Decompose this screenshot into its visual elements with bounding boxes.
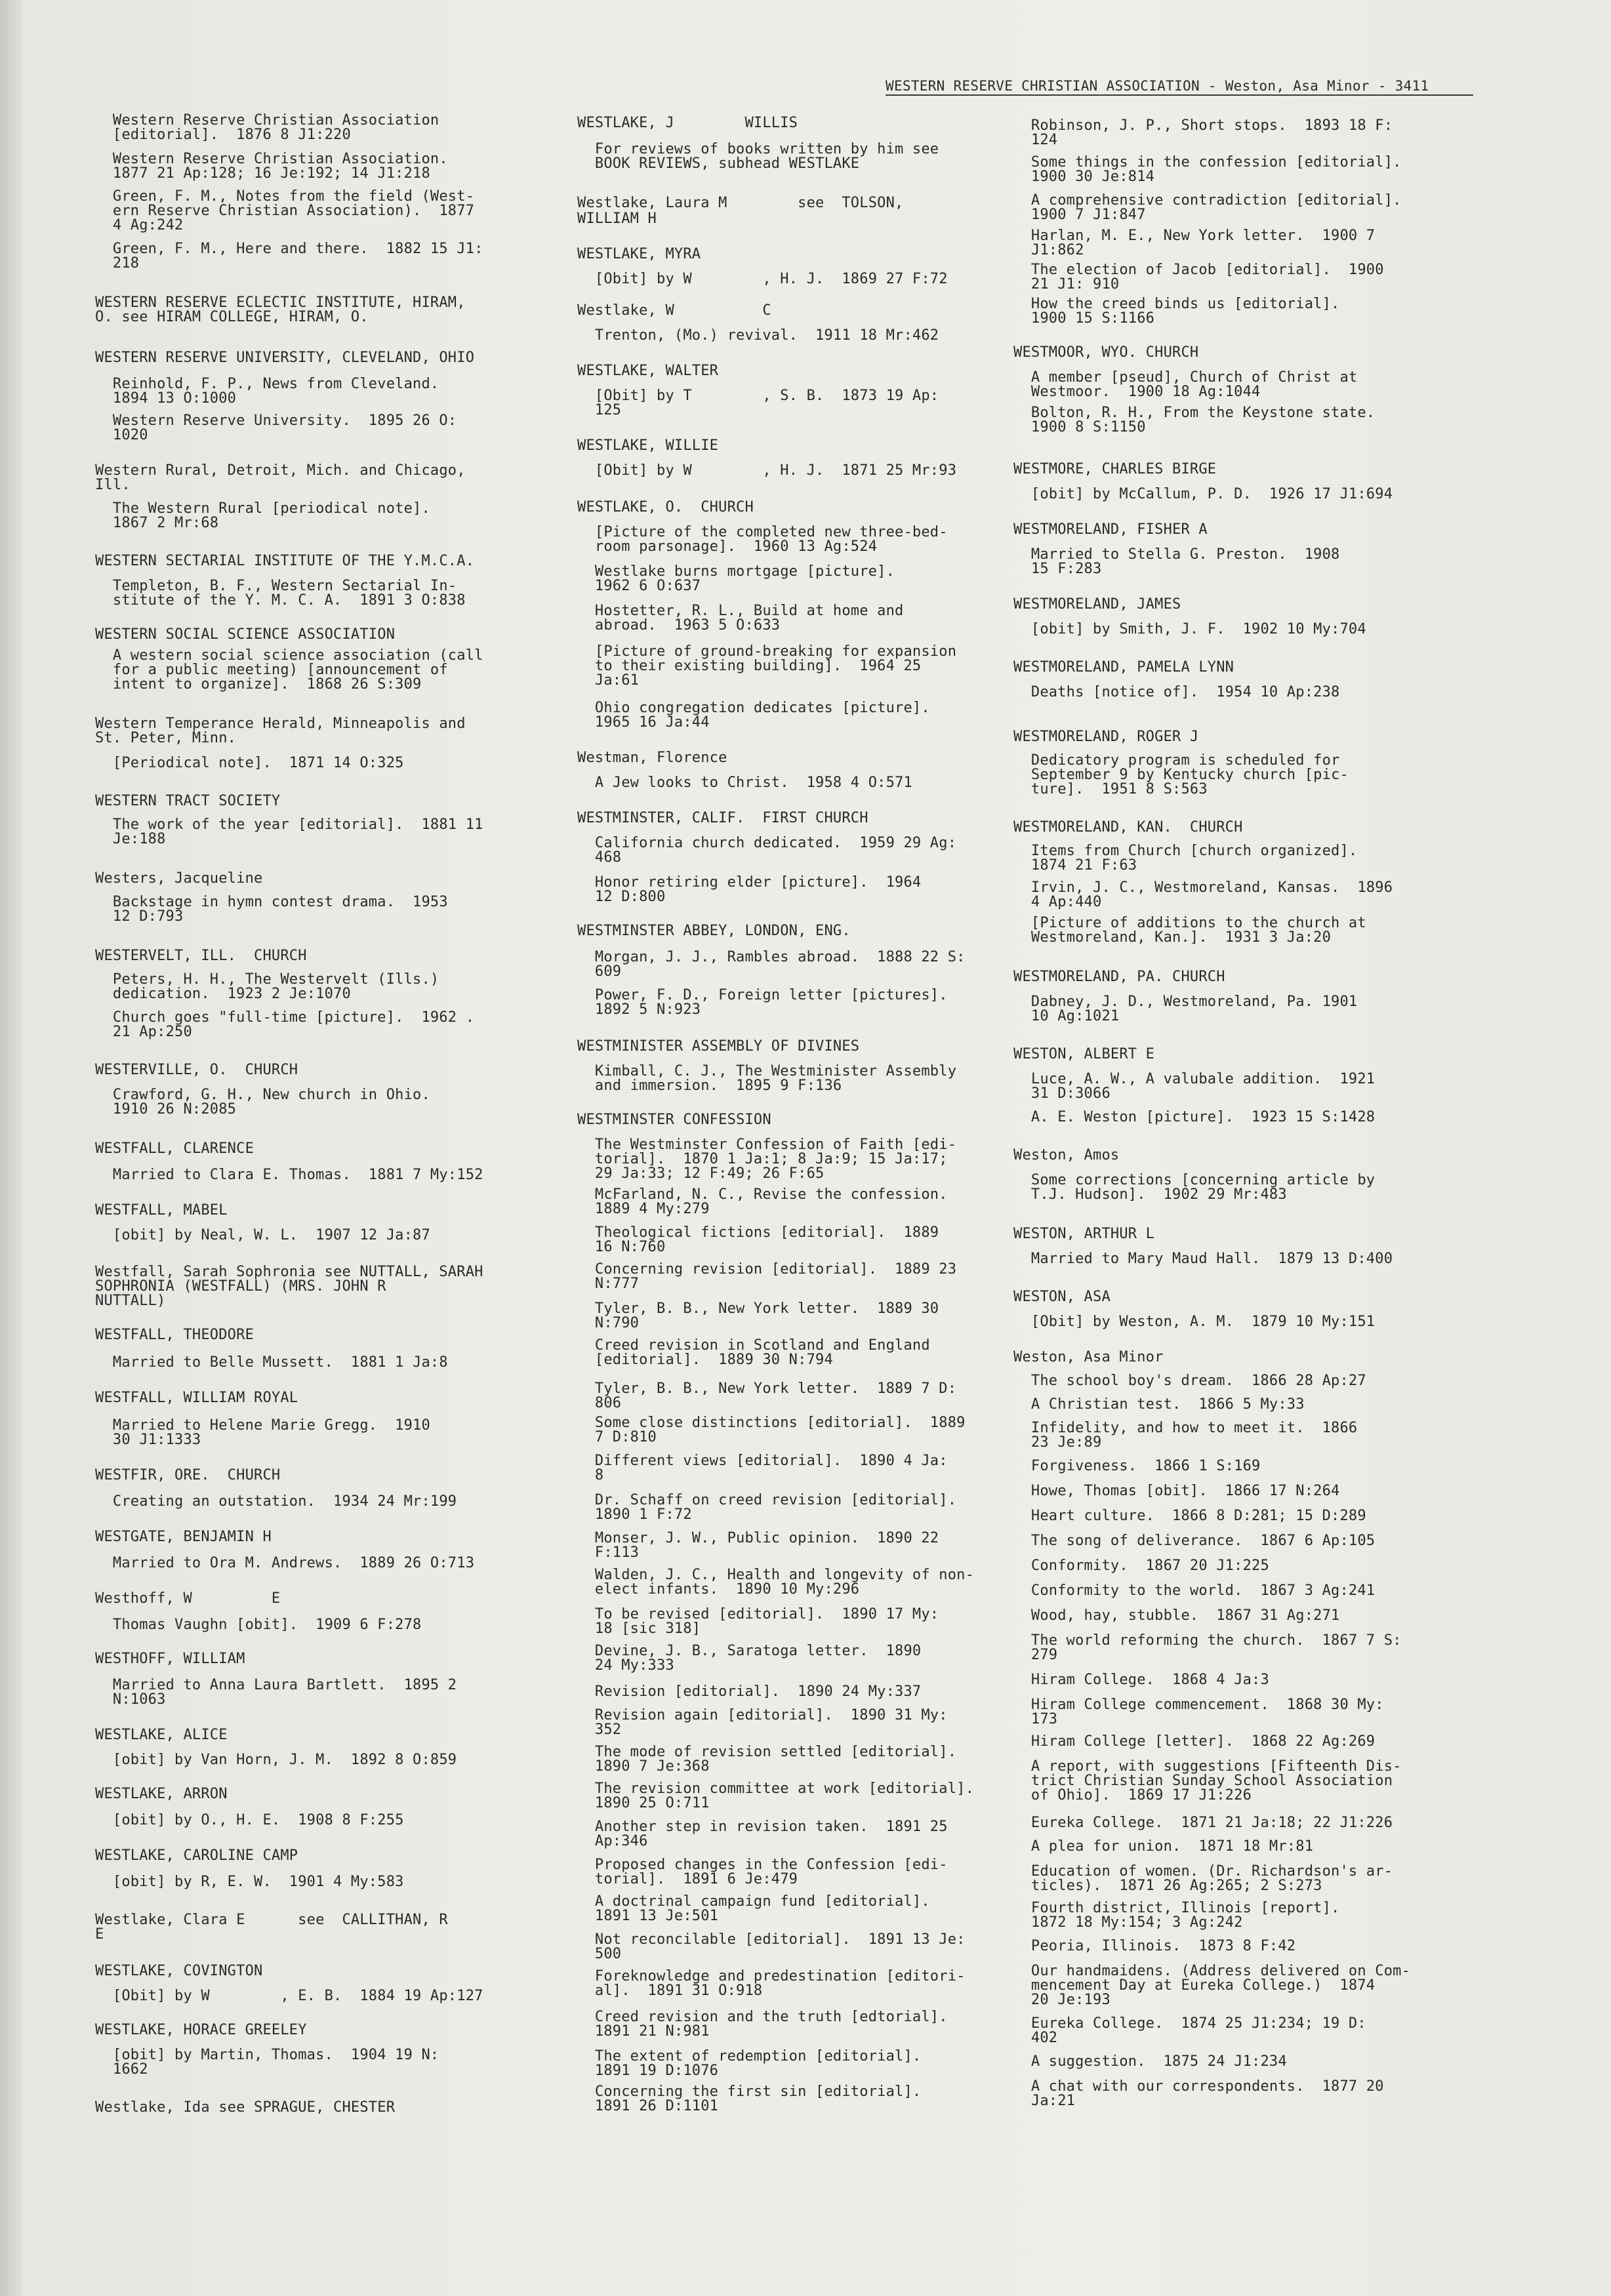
index-line: The Western Rural [periodical note]. [95,500,430,517]
index-line: [Obit] by W , H. J. 1869 27 F:72 [577,271,948,287]
index-line: 1962 6 O:637 [577,578,701,594]
index-line: abroad. 1963 5 O:633 [577,617,781,634]
index-line: 1900 8 S:1150 [1013,419,1146,435]
index-line: Some things in the confession [editorial]. [1013,154,1402,171]
index-line: September 9 by Kentucky church [pic- [1013,767,1349,783]
index-line: WESTGATE, BENJAMIN H [95,1529,272,1545]
index-line: Dedicatory program is scheduled for [1013,752,1340,769]
index-line: WESTON, ALBERT E [1013,1046,1155,1062]
index-line: A western social science association (call [95,647,483,664]
index-line: WESTMORELAND, FISHER A [1013,521,1208,538]
index-line: [obit] by R, E. W. 1901 4 My:583 [95,1874,404,1890]
index-line: The work of the year [editorial]. 1881 11 [95,816,483,833]
index-line: Je:188 [95,831,166,847]
index-line: Dabney, J. D., Westmoreland, Pa. 1901 [1013,994,1358,1010]
index-line: E [95,1926,104,1943]
index-line: 500 [577,1946,622,1962]
index-line: 1965 16 Ja:44 [577,714,710,731]
index-line: [Obit] by W , H. J. 1871 25 Mr:93 [577,462,957,479]
index-line: WESTMORE, CHARLES BIRGE [1013,461,1217,477]
index-line: Hostetter, R. L., Build at home and [577,603,904,619]
index-line: Our handmaidens. (Address delivered on Com- [1013,1963,1411,1979]
index-line: Green, F. M., Here and there. 1882 15 J1: [95,241,483,257]
index-line: [editorial]. 1889 30 N:794 [577,1352,833,1368]
index-line: 125 [577,402,622,418]
index-line: WESTMINSTER ABBEY, LONDON, ENG. [577,923,851,939]
index-line: 1894 13 O:1000 [95,390,237,407]
index-line: The mode of revision settled [editorial]. [577,1744,957,1760]
index-line: and immersion. 1895 9 F:136 [577,1078,842,1094]
index-line: 1877 21 Ap:128; 16 Je:192; 14 J1:218 [95,165,430,182]
index-line: room parsonage]. 1960 13 Ag:524 [577,538,878,555]
index-line: Templeton, B. F., Western Sectarial In- [95,578,457,594]
index-line: 1900 30 Je:814 [1013,169,1155,185]
index-line: WESTERN RESERVE UNIVERSITY, CLEVELAND, OHIO [95,350,475,366]
index-line: 20 Je:193 [1013,1992,1111,2008]
index-line: Westmoor. 1900 18 Ag:1044 [1013,384,1261,400]
index-line: Not reconcilable [editorial]. 1891 13 Je: [577,1931,966,1948]
index-line: WESTERN SOCIAL SCIENCE ASSOCIATION [95,626,396,643]
index-line: Deaths [notice of]. 1954 10 Ap:238 [1013,684,1340,700]
index-line: WESTMORELAND, PAMELA LYNN [1013,659,1234,675]
index-line: WESTMORELAND, PA. CHURCH [1013,969,1225,985]
index-line: Trenton, (Mo.) revival. 1911 18 Mr:462 [577,327,939,344]
index-line: Westlake, W C [577,302,771,319]
index-line: Weston, Asa Minor [1013,1349,1164,1365]
index-line: WESTLAKE, ARRON [95,1786,228,1802]
index-line: WESTLAKE, WALTER [577,363,719,379]
index-line: stitute of the Y. M. C. A. 1891 3 O:838 [95,592,466,609]
index-line: ern Reserve Christian Association). 1877 [95,203,475,219]
index-line: Reinhold, F. P., News from Cleveland. [95,376,439,392]
index-line: intent to organize]. 1868 26 S:309 [95,676,422,693]
index-line: [Picture of the completed new three-bed- [577,524,948,540]
index-line: Western Rural, Detroit, Mich. and Chicago, [95,462,466,479]
index-line: Church goes "full-time [picture]. 1962 . [95,1009,475,1026]
index-line: mencement Day at Eureka College.) 1874 [1013,1977,1376,1994]
index-line: WESTMINSTER, CALIF. FIRST CHURCH [577,810,868,826]
index-line: WESTERN RESERVE ECLECTIC INSTITUTE, HIRAM, [95,294,466,311]
index-line: dedication. 1923 2 Je:1070 [95,986,351,1002]
index-line: 23 Je:89 [1013,1434,1102,1451]
index-line: Creed revision in Scotland and England [577,1337,930,1354]
index-line: Items from Church [church organized]. [1013,843,1358,859]
index-line: Morgan, J. J., Rambles abroad. 1888 22 S: [577,949,966,965]
index-line: [obit] by Van Horn, J. M. 1892 8 O:859 [95,1752,457,1768]
index-line: Ja:21 [1013,2093,1076,2109]
index-line: Married to Ora M. Andrews. 1889 26 O:713 [95,1555,475,1571]
index-line: Irvin, J. C., Westmoreland, Kansas. 1896 [1013,879,1393,896]
index-line: Forgiveness. 1866 1 S:169 [1013,1458,1261,1474]
index-line: WESTON, ARTHUR L [1013,1226,1155,1242]
index-line: WESTLAKE, COVINGTON [95,1963,263,1979]
index-line: Hiram College commencement. 1868 30 My: [1013,1697,1384,1713]
index-line: Hiram College [letter]. 1868 22 Ag:269 [1013,1733,1376,1750]
index-line: 1892 5 N:923 [577,1001,701,1018]
index-line: To be revised [editorial]. 1890 17 My: [577,1606,939,1622]
index-line: WESTHOFF, WILLIAM [95,1651,245,1667]
index-line: Infidelity, and how to meet it. 1866 [1013,1420,1358,1436]
index-line: Green, F. M., Notes from the field (West- [95,188,475,205]
index-line: trict Christian Sunday School Association [1013,1773,1393,1789]
index-line: [editorial]. 1876 8 J1:220 [95,127,351,143]
index-line: The Westminster Confession of Faith [edi- [577,1137,957,1153]
index-line: Peoria, Illinois. 1873 8 F:42 [1013,1938,1296,1954]
index-line: [obit] by O., H. E. 1908 8 F:255 [95,1812,404,1828]
index-line: Walden, J. C., Health and longevity of non- [577,1567,975,1583]
index-line: Tyler, B. B., New York letter. 1889 7 D: [577,1380,957,1397]
index-line: Revision again [editorial]. 1890 31 My: [577,1707,948,1723]
index-line: The world reforming the church. 1867 7 S: [1013,1632,1402,1649]
index-line: A plea for union. 1871 18 Mr:81 [1013,1838,1314,1855]
index-line: WESTFIR, ORE. CHURCH [95,1467,281,1483]
index-line: A chat with our correspondents. 1877 20 [1013,2078,1384,2095]
index-line: torial]. 1870 1 Ja:1; 8 Ja:9; 15 Ja:17; [577,1151,948,1167]
index-line: Westlake, Clara E see CALLITHAN, R [95,1912,448,1928]
index-line: Theological fictions [editorial]. 1889 [577,1224,939,1241]
index-line: A report, with suggestions [Fifteenth Dis- [1013,1758,1402,1775]
index-line: WESTMORELAND, ROGER J [1013,729,1199,745]
index-line: California church dedicated. 1959 29 Ag: [577,835,957,851]
index-line: Howe, Thomas [obit]. 1866 17 N:264 [1013,1483,1340,1499]
index-line: Fourth district, Illinois [report]. [1013,1900,1340,1916]
index-line: 352 [577,1722,622,1738]
index-line: WESTERN TRACT SOCIETY [95,793,281,809]
index-line: Tyler, B. B., New York letter. 1889 30 [577,1300,939,1317]
index-line: The extent of redemption [editorial]. [577,2048,922,2064]
index-line: Foreknowledge and predestination [editori- [577,1968,966,1984]
index-line: 1662 [95,2061,148,2078]
index-line: 31 D:3066 [1013,1085,1111,1102]
index-line: Some close distinctions [editorial]. 1889 [577,1415,966,1431]
index-line: WESTLAKE, O. CHURCH [577,499,754,515]
index-line: Married to Anna Laura Bartlett. 1895 2 [95,1677,457,1693]
index-line: 15 F:283 [1013,561,1102,577]
index-line: Kimball, C. J., The Westminister Assembly [577,1063,957,1079]
index-line: 1890 1 F:72 [577,1506,692,1523]
index-line: Ohio congregation dedicates [picture]. [577,700,930,716]
index-line: ture]. 1951 8 S:563 [1013,781,1208,797]
index-line: 30 J1:1333 [95,1432,201,1448]
index-line: to their existing building]. 1964 25 [577,658,922,674]
index-line: Thomas Vaughn [obit]. 1909 6 F:278 [95,1617,422,1633]
index-line: 1874 21 F:63 [1013,857,1137,874]
index-line: Backstage in hymn contest drama. 1953 [95,894,448,910]
index-line: WESTFALL, WILLIAM ROYAL [95,1390,298,1406]
index-line: 21 J1: 910 [1013,276,1120,292]
index-line: Ill. [95,477,131,493]
running-header: WESTERN RESERVE CHRISTIAN ASSOCIATION - Weston, Asa Minor - 3411 [886,77,1473,96]
index-line: A comprehensive contradiction [editorial]. [1013,192,1402,209]
index-line: Western Reserve University. 1895 26 O: [95,413,457,429]
index-line: 12 D:793 [95,908,184,925]
index-line: Western Reserve Christian Association. [95,151,448,167]
index-line: Honor retiring elder [picture]. 1964 [577,874,922,891]
index-line: A. E. Weston [picture]. 1923 15 S:1428 [1013,1109,1376,1125]
index-line: T.J. Hudson]. 1902 29 Mr:483 [1013,1186,1287,1203]
index-line: 1910 26 N:2085 [95,1101,237,1118]
index-line: 1889 4 My:279 [577,1201,710,1217]
index-line: Wood, hay, stubble. 1867 31 Ag:271 [1013,1607,1340,1624]
index-line: 29 Ja:33; 12 F:49; 26 F:65 [577,1165,825,1182]
index-line: A member [pseud], Church of Christ at [1013,369,1358,386]
index-line: [Obit] by W , E. B. 1884 19 Ap:127 [95,1988,483,2004]
index-line: Some corrections [concerning article by [1013,1172,1376,1188]
index-line: The election of Jacob [editorial]. 1900 [1013,262,1384,278]
index-line: ticles). 1871 26 Ag:265; 2 S:273 [1013,1878,1322,1894]
index-line: WESTLAKE, MYRA [577,246,701,262]
index-line: 18 [sic 318] [577,1621,701,1637]
index-line: [obit] by Neal, W. L. 1907 12 Ja:87 [95,1227,430,1243]
index-line: For reviews of books written by him see [577,141,939,157]
index-line: Ja:61 [577,672,640,689]
index-line: Western Temperance Herald, Minneapolis and [95,715,466,732]
index-line: Hiram College. 1868 4 Ja:3 [1013,1672,1269,1688]
index-line: WESTFALL, CLARENCE [95,1140,255,1157]
index-line: [obit] by McCallum, P. D. 1926 17 J1:694 [1013,486,1393,502]
index-line: The revision committee at work [editorial]. [577,1781,975,1797]
index-line: Bolton, R. H., From the Keystone state. [1013,405,1376,421]
index-line: WESTFALL, MABEL [95,1202,228,1218]
index-line: WESTON, ASA [1013,1289,1111,1305]
index-line: NUTTALL) [95,1293,166,1309]
index-line: WESTMINISTER ASSEMBLY OF DIVINES [577,1038,860,1055]
index-line: BOOK REVIEWS, subhead WESTLAKE [577,155,860,172]
index-line: Monser, J. W., Public opinion. 1890 22 [577,1530,939,1546]
index-line: [Obit] by Weston, A. M. 1879 10 My:151 [1013,1314,1376,1330]
index-line: Westlake burns mortgage [picture]. [577,563,895,580]
index-line: 173 [1013,1711,1058,1727]
index-line: N:1063 [95,1691,166,1708]
index-line: 24 My:333 [577,1657,674,1674]
index-line: WESTMINSTER CONFESSION [577,1112,771,1128]
index-line: Westers, Jacqueline [95,870,263,887]
index-line: WESTLAKE, CAROLINE CAMP [95,1847,298,1864]
index-line: J1:862 [1013,242,1084,258]
index-line: Creating an outstation. 1934 24 Mr:199 [95,1493,457,1510]
index-line: Eureka College. 1871 21 Ja:18; 22 J1:226 [1013,1815,1393,1831]
index-line: A suggestion. 1875 24 J1:234 [1013,2053,1287,2070]
index-line: for a public meeting) [announcement of [95,662,448,678]
index-line: 1890 25 O:711 [577,1795,710,1811]
index-line: 4 Ap:440 [1013,894,1102,910]
index-line: WESTMOOR, WYO. CHURCH [1013,344,1199,361]
index-line: St. Peter, Minn. [95,730,237,746]
index-line: 218 [95,255,140,272]
index-line: Westfall, Sarah Sophronia see NUTTALL, SARAH [95,1264,483,1280]
index-line: Western Reserve Christian Association [95,112,439,129]
index-line: McFarland, N. C., Revise the confession. [577,1186,948,1203]
index-line: Weston, Amos [1013,1147,1120,1163]
index-line: Proposed changes in the Confession [edi- [577,1857,948,1873]
index-line: Married to Mary Maud Hall. 1879 13 D:400 [1013,1251,1393,1267]
index-line: 1020 [95,427,148,443]
index-line: Different views [editorial]. 1890 4 Ja: [577,1453,948,1469]
index-line: 21 Ap:250 [95,1024,192,1040]
index-line: SOPHRONIA (WESTFALL) (MRS. JOHN R [95,1278,386,1295]
index-line: The song of deliverance. 1867 6 Ap:105 [1013,1533,1376,1549]
index-line: [Periodical note]. 1871 14 O:325 [95,755,404,771]
index-line: [Picture of additions to the church at [1013,915,1366,931]
index-line: 402 [1013,2030,1058,2046]
index-line: WESTLAKE, WILLIE [577,437,719,454]
index-line: 1891 21 N:981 [577,2023,710,2040]
index-line: WESTMORELAND, JAMES [1013,596,1181,613]
index-line: 609 [577,963,622,980]
index-line: Creed revision and the truth [edtorial]. [577,2009,948,2025]
index-line: WESTLAKE, J WILLIS [577,115,798,131]
index-line: Dr. Schaff on creed revision [editorial]. [577,1492,957,1508]
index-line: O. see HIRAM COLLEGE, HIRAM, O. [95,309,369,325]
index-line: A Jew looks to Christ. 1958 4 O:571 [577,775,912,791]
index-line: 16 N:760 [577,1239,666,1255]
index-line: Power, F. D., Foreign letter [pictures]. [577,987,948,1003]
index-line: Westlake, Laura M see TOLSON, [577,195,904,211]
index-line: 1890 7 Je:368 [577,1758,710,1775]
index-line: Crawford, G. H., New church in Ohio. [95,1087,430,1103]
index-line: 279 [1013,1647,1058,1663]
index-line: Devine, J. B., Saratoga letter. 1890 [577,1643,922,1659]
index-line: 806 [577,1395,622,1411]
index-line: How the creed binds us [editorial]. [1013,296,1340,312]
index-line: WESTLAKE, ALICE [95,1727,228,1743]
index-line: Ap:346 [577,1833,648,1849]
index-line: of Ohio]. 1869 17 J1:226 [1013,1787,1252,1803]
index-line: N:790 [577,1315,640,1331]
index-line: WESTMORELAND, KAN. CHURCH [1013,819,1243,836]
index-line: WESTFALL, THEODORE [95,1327,255,1343]
index-line: 1891 13 Je:501 [577,1908,719,1924]
index-line: N:777 [577,1276,640,1292]
index-line: Westhoff, W E [95,1590,281,1607]
index-line: The school boy's dream. 1866 28 Ap:27 [1013,1373,1366,1389]
index-line: Luce, A. W., A valubale addition. 1921 [1013,1071,1376,1087]
index-line: Married to Belle Mussett. 1881 1 Ja:8 [95,1354,448,1371]
index-line: Concerning the first sin [editorial]. [577,2084,922,2100]
index-line: WESTERVILLE, O. CHURCH [95,1062,298,1078]
index-line: Westlake, Ida see SPRAGUE, CHESTER [95,2099,396,2116]
index-line: 1891 19 D:1076 [577,2063,719,2079]
index-line: Eureka College. 1874 25 J1:234; 19 D: [1013,2015,1366,2032]
index-line: Heart culture. 1866 8 D:281; 15 D:289 [1013,1508,1366,1524]
index-line: 7 D:810 [577,1429,657,1445]
index-line: Peters, H. H., The Westervelt (Ills.) [95,971,439,988]
index-line: Concerning revision [editorial]. 1889 23 [577,1261,957,1278]
index-line: 124 [1013,132,1058,148]
index-line: [obit] by Smith, J. F. 1902 10 My:704 [1013,621,1366,637]
index-line: 10 Ag:1021 [1013,1008,1120,1024]
index-line: Another step in revision taken. 1891 25 [577,1819,948,1835]
index-line: WILLIAM H [577,211,657,227]
index-line: [Obit] by T , S. B. 1873 19 Ap: [577,388,939,404]
index-line: 4 Ag:242 [95,217,184,233]
page-edge-shadow [0,0,22,2296]
index-line: F:113 [577,1544,640,1561]
index-line: Harlan, M. E., New York letter. 1900 7 [1013,228,1376,244]
index-line: Westmoreland, Kan.]. 1931 3 Ja:20 [1013,929,1332,946]
index-line: Conformity to the world. 1867 3 Ag:241 [1013,1582,1376,1599]
index-line: al]. 1891 31 O:918 [577,1983,763,1999]
index-line: 1872 18 My:154; 3 Ag:242 [1013,1914,1243,1931]
index-line: [Picture of ground-breaking for expansion [577,643,957,660]
index-line: Married to Stella G. Preston. 1908 [1013,546,1340,563]
index-line: WESTERVELT, ILL. CHURCH [95,948,307,964]
index-line: 12 D:800 [577,889,666,905]
index-line: Education of women. (Dr. Richardson's ar- [1013,1863,1393,1880]
index-line: Robinson, J. P., Short stops. 1893 18 F: [1013,117,1393,134]
index-line: WESTERN SECTARIAL INSTITUTE OF THE Y.M.C.A. [95,553,475,569]
index-line: 8 [577,1467,604,1483]
index-line: A doctrinal campaign fund [editorial]. [577,1893,930,1910]
index-line: Conformity. 1867 20 J1:225 [1013,1558,1269,1574]
index-line: 1900 15 S:1166 [1013,310,1155,327]
index-line: WESTLAKE, HORACE GREELEY [95,2022,307,2038]
index-line: Westman, Florence [577,750,727,766]
index-line: Married to Clara E. Thomas. 1881 7 My:152 [95,1167,483,1183]
index-line: Married to Helene Marie Gregg. 1910 [95,1417,430,1434]
index-line: 1900 7 J1:847 [1013,207,1146,223]
index-line: elect infants. 1890 10 My:296 [577,1581,860,1598]
index-line: Revision [editorial]. 1890 24 My:337 [577,1683,922,1700]
index-line: 1867 2 Mr:68 [95,515,219,531]
index-line: [obit] by Martin, Thomas. 1904 19 N: [95,2047,439,2063]
index-line: torial]. 1891 6 Je:479 [577,1871,798,1887]
index-line: 1891 26 D:1101 [577,2098,719,2114]
index-line: A Christian test. 1866 5 My:33 [1013,1396,1305,1413]
index-line: 468 [577,849,622,866]
